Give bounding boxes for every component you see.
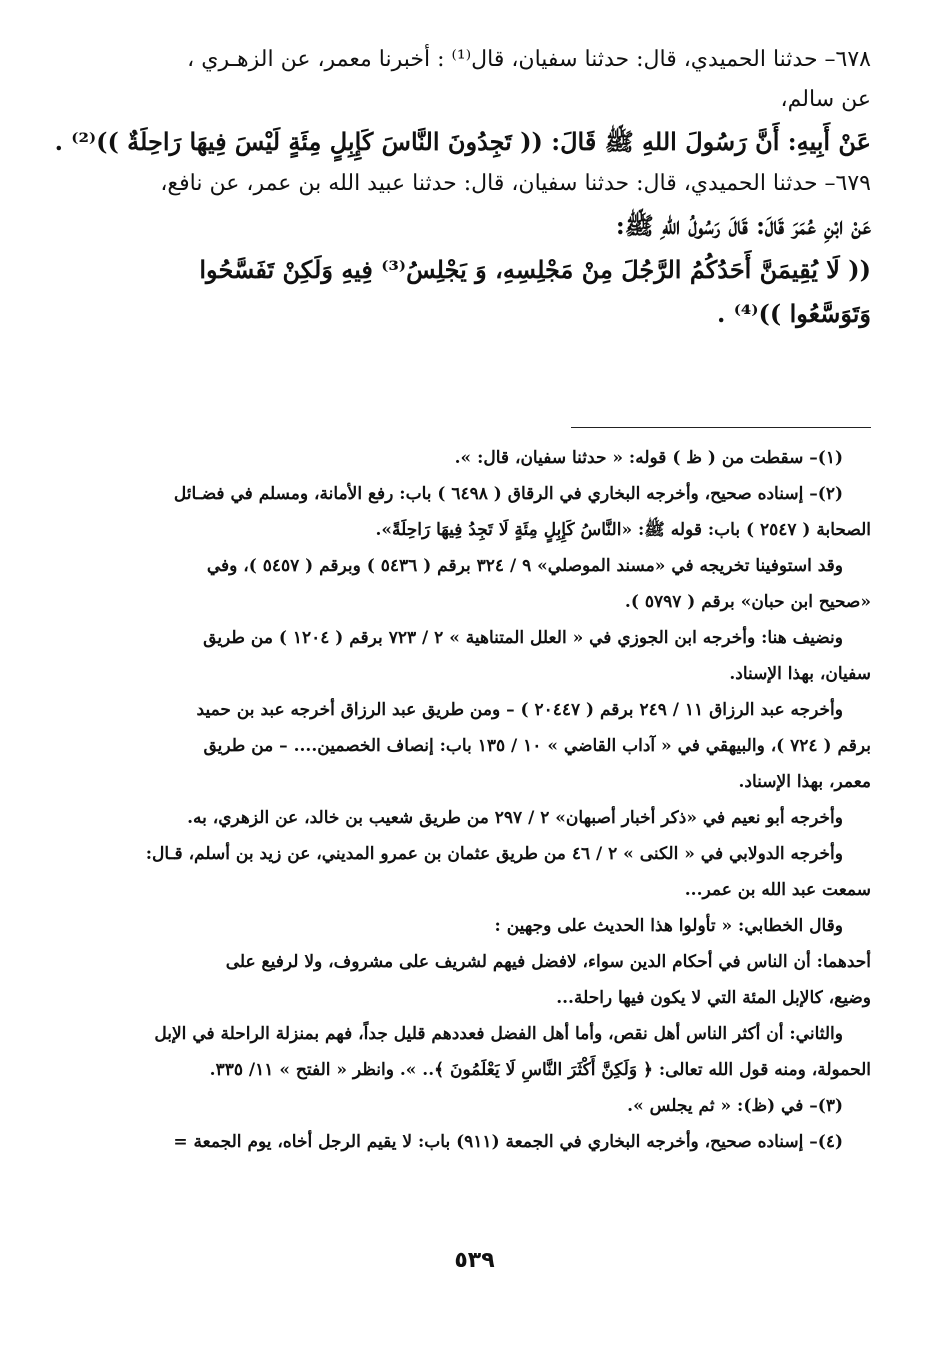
footnote-2-line: برقم ( ٧٢٤ )، والبيهقي في « آداب القاضي » ١٠ / ١٣٥ باب: إنصاف الخصمين.... – من طريق [203,736,871,756]
page-number: ٥٣٩ [454,1248,495,1273]
footnote-2-line: «صحيح ابن حبان» برقم ( ٥٧٩٧ ). [624,592,871,612]
footnote-2-line: سفيان، بهذا الإسناد. [729,664,871,684]
footnote-2-line: وقد استوفينا تخريجه في «مسند الموصلي» ٩ / ٣٢٤ برقم ( ٥٤٣٦ ) وبرقم ( ٥٤٥٧ )، وفي [206,556,843,576]
footnotes [81,440,871,1160]
footnote-2-line: وأخرجه الدولابي في « الكنى » ٢ / ٤٦ من طريق عثمان بن عمرو المديني، عن زيد بن أسلم، قـال: [145,844,843,864]
footnote-2-line: أحدهما: أن الناس في أحكام الدين سواء، لافضل فيهم لشريف على مشروف، ولا لرفيع على [225,952,871,972]
footnote-2-line: وقال الخطابي: « تأولوا هذا الحديث على وجهين : [494,916,843,936]
hadith-678-chain-cont: عن سالم، [780,87,871,112]
footnote-2-line: معمر، بهذا الإسناد. [738,772,871,792]
footnote-2-line: ونضيف هنا: وأخرجه ابن الجوزي في « العلل المتناهية » ٢ / ٧٢٣ برقم ( ١٢٠٤ ) من طريق [203,628,843,648]
footnote-2-line: وأخرجه أبو نعيم في «ذكر أخبار أصبهان» ٢ / ٢٩٧ من طريق شعيب بن خالد، عن الزهري، به. [187,808,843,828]
footnote-2-line: الصحابة ( ٢٥٤٧ ) باب: قوله ﷺ: «النَّاسُ كَإِبِلٍ مِئَةٍ لَا تَجِدُ فِيهَا رَاحِلَةً». [375,520,871,540]
footnote-2: (٢)– إسناده صحيح، وأخرجه البخاري في الرقاق ( ٦٤٩٨ ) باب: رفع الأمانة، ومسلم في فضـائل [173,484,843,504]
footnote-2-line: سمعت عبد الله بن عمر... [684,880,871,900]
hadith-text [54,40,871,336]
hadith-678-chain: ٦٧٨– حدثنا الحميدي، قال: حدثنا سفيان، قال⁽¹⁾ : أخبرنا معمر، عن الزهـري ، [187,47,871,72]
hadith-679-matn-cont: وَتَوَسَّعُوا ))⁽⁴⁾ . [716,299,871,328]
hadith-678-matn: عَنْ أَبِيهِ: أَنَّ رَسُولَ اللهِ ﷺ قَالَ: (( تَجِدُونَ النَّاسَ كَإِبِلٍ مِئَةٍ لَيْسَ فِيهَا رَاحِلَةٌ ))⁽²⁾ . [54,127,871,156]
footnote-4: (٤)– إسناده صحيح، وأخرجه البخاري في الجمعة (٩١١) باب: لا يقيم الرجل أخاه، يوم الجمعة = [173,1132,843,1152]
footnote-1: (١)– سقطت من ( ظ ) قوله: « حدثنا سفيان، قال: ». [454,448,843,468]
footnote-divider [571,427,871,428]
hadith-679-chain: ٦٧٩– حدثنا الحميدي، قال: حدثنا سفيان، قال: حدثنا عبيد الله بن عمر، عن نافع، [160,171,871,196]
footnote-3: (٣)– في (ظ): « ثم يجلس ». [627,1096,843,1116]
hadith-679-intro: عَنْ ابْنِ عُمَرَ قَالَ: قَالَ رَسُولُ اللهِ ﷺ: [615,211,871,240]
footnote-2-line: وأخرجه عبد الرزاق ١١ / ٢٤٩ برقم ( ٢٠٤٤٧ ) – ومن طريق عبد الرزاق أخرجه عبد بن حميد [196,700,843,720]
footnote-2-line: وضيع، كالإبل المئة التي لا يكون فيها راحلة... [556,988,871,1008]
footnote-2-line: الحمولة، ومنه قول الله تعالى: ﴿ وَلَكِنَّ أَكْثَرَ النَّاسِ لَا يَعْلَمُونَ ﴾.. ». وانظر « الفتح » ١١/ ٣٣٥. [209,1060,871,1080]
footnote-2-line: والثاني: أن أكثر الناس أهل نقص، وأما أهل الفضل فعددهم قليل جداً، فهم بمنزلة الراحلة في الإبل [154,1024,843,1044]
hadith-679-matn: (( لَا يُقِيمَنَّ أَحَدُكُمُ الرَّجُلَ مِنْ مَجْلِسِهِ، وَ يَجْلِسُ⁽³⁾ فِيهِ وَلَكِنْ تَفَسَّحُوا [199,255,871,284]
